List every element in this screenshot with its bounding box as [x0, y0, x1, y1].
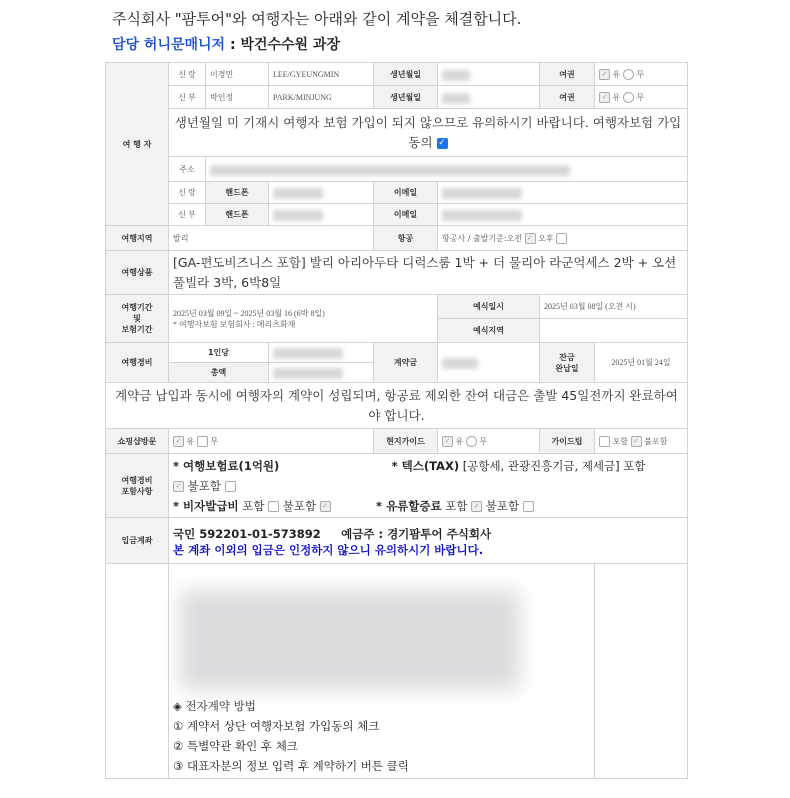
tip-label: 가이드팁 [540, 429, 595, 454]
bride-passport-no-radio[interactable] [623, 92, 634, 103]
insurance-item: * 여행보험료(1억원) [173, 458, 280, 473]
groom-english-name: LEE/GYEUNGMIN [269, 63, 374, 86]
airline-options [438, 226, 688, 251]
fuel-exclude-label: 불포함 [485, 498, 520, 513]
insurance-exclude-label: 불포함 [187, 478, 221, 493]
fuel-include-label: 포함 [445, 498, 468, 513]
bride-name: 박인정 [206, 86, 269, 109]
insurance-include-checkbox[interactable]: ✓ [173, 481, 184, 492]
groom-email-label: 이메일 [374, 182, 438, 204]
period-value [169, 295, 438, 343]
visa-item: * 비자발급비 [173, 498, 239, 513]
insurance-notice-text: 생년월일 미 기재시 여행자 보험 가입이 되지 않으므로 유의하시기 바랍니다. 여행자보험 가입 동의 [174, 114, 682, 150]
tip-exclude-label: 불포함 [644, 436, 668, 446]
guide-yes-checkbox[interactable]: ✓ [442, 436, 453, 447]
passport-no-label: 무 [636, 69, 645, 79]
payment-warning: 본 계좌 이외의 입금은 인정하지 않으니 유의하시기 바랍니다. [173, 543, 484, 557]
shopping-no-checkbox[interactable] [197, 436, 208, 447]
total-field[interactable] [269, 363, 374, 383]
groom-passport-options [595, 63, 688, 86]
period-label-1: 여행기간 [121, 303, 153, 312]
shopping-yes-checkbox[interactable]: ✓ [173, 436, 184, 447]
bride-birth-field[interactable] [438, 86, 540, 109]
am-checkbox[interactable]: ✓ [525, 233, 536, 244]
instructions-title: ◈ 전자계약 방법 [173, 699, 256, 713]
groom-birth-field[interactable] [438, 63, 540, 86]
ceremony-date-value: 2025년 03월 08일 (오전 시) [540, 295, 688, 319]
balance-label [540, 343, 595, 383]
airline-detail: 항공사 / 출발기준:오전 [442, 233, 523, 243]
total-label: 총액 [169, 363, 269, 383]
product-label: 여행상품 [106, 251, 169, 295]
groom-name: 이경민 [206, 63, 269, 86]
guide-options [438, 429, 540, 454]
included-label-1: 여행경비 [121, 475, 153, 485]
travelers-label: 여 행 자 [106, 63, 169, 226]
included-label [106, 454, 169, 518]
instructions-step-2: ② 특별약관 확인 후 체크 [173, 739, 298, 753]
bride-email-label: 이메일 [374, 204, 438, 226]
guide-yes-label: 유 [455, 436, 464, 446]
groom-birth-label: 생년월일 [374, 63, 438, 86]
fuel-exclude-checkbox[interactable] [523, 501, 534, 512]
shopping-options [169, 429, 374, 454]
bride-contact-role: 신 부 [169, 204, 206, 226]
payment-info [169, 518, 688, 564]
passport-no-label: 무 [636, 92, 645, 102]
visa-exclude-checkbox[interactable]: ✓ [320, 501, 331, 512]
groom-phone-field[interactable] [269, 182, 374, 204]
ceremony-date-label: 예식일시 [438, 295, 540, 319]
region-label: 여행지역 [106, 226, 169, 251]
tax-detail: [공항세, 관광진흥기금, 제세금] 포함 [462, 458, 646, 473]
deposit-label: 계약금 [374, 343, 438, 383]
cost-label: 여행경비 [106, 343, 169, 383]
deposit-field[interactable] [438, 343, 540, 383]
per-person-field[interactable] [269, 343, 374, 363]
manager-line [112, 34, 340, 54]
guide-no-label: 무 [479, 436, 488, 446]
contract-notice: 계약금 납입과 동시에 여행자의 계약이 성립되며, 항공료 제외한 잔여 대금은 출발 45일전까지 완료하여야 합니다. [106, 383, 688, 429]
groom-phone-label: 핸드폰 [206, 182, 269, 204]
address-label: 주소 [169, 157, 206, 182]
shopping-no-label: 무 [210, 436, 219, 446]
region-value: 발리 [169, 226, 374, 251]
account-holder: 예금주 : 경기팜투어 주식회사 [341, 527, 492, 541]
balance-label-2: 완납일 [555, 363, 579, 373]
bride-passport-options [595, 86, 688, 109]
groom-contact-role: 신 랑 [169, 182, 206, 204]
manager-name: 박건수수원 과장 [240, 37, 340, 53]
address-field[interactable] [206, 157, 688, 182]
period-label [106, 295, 169, 343]
bride-phone-label: 핸드폰 [206, 204, 269, 226]
ceremony-place-field[interactable] [540, 319, 688, 343]
bride-passport-yes-checkbox[interactable]: ✓ [599, 92, 610, 103]
groom-email-field[interactable] [438, 182, 688, 204]
groom-passport-no-radio[interactable] [623, 69, 634, 80]
contract-title: 주식회사 "팜투어"와 여행자는 아래와 같이 계약을 체결합니다. [112, 10, 522, 28]
instructions-step-3: ③ 대표자분의 정보 입력 후 계약하기 버튼 클릭 [173, 759, 409, 773]
guide-label: 현지가이드 [374, 429, 438, 454]
tip-options [595, 429, 688, 454]
passport-yes-label: 유 [612, 92, 621, 102]
manager-separator: : [225, 37, 241, 53]
tip-include-label: 포함 [612, 436, 629, 446]
insurance-exclude-checkbox[interactable] [225, 481, 236, 492]
balance-date: 2025년 01월 24일 [595, 343, 688, 383]
bride-birth-label: 생년월일 [374, 86, 438, 109]
insurance-notice [169, 109, 688, 157]
airline-label: 항공 [374, 226, 438, 251]
per-person-label: 1인당 [169, 343, 269, 363]
tax-item: * 텍스(TAX) [391, 458, 460, 473]
tip-include-checkbox[interactable] [599, 436, 610, 447]
groom-passport-label: 여권 [540, 63, 595, 86]
tip-exclude-checkbox[interactable]: ✓ [631, 436, 642, 447]
redacted-content [180, 590, 520, 690]
payment-label: 입금계좌 [106, 518, 169, 564]
instructions-right-cell [595, 564, 688, 779]
ceremony-place-label: 예식지역 [438, 319, 540, 343]
shopping-yes-label: 유 [186, 436, 195, 446]
period-dates: 2025년 03월 09일 ~ 2025년 03월 16 (6박 8일) [173, 308, 325, 318]
product-value: [GA-편도비즈니스 포함] 발리 아리아두타 디럭스룸 1박 + 더 물리아 라군억세스 2박 + 오션풀빌라 3박, 6박8일 [169, 251, 688, 295]
visa-include-checkbox[interactable] [268, 501, 279, 512]
bride-passport-label: 여권 [540, 86, 595, 109]
period-label-3: 보험기간 [121, 325, 153, 334]
passport-yes-label: 유 [612, 69, 621, 79]
period-label-2: 및 [133, 314, 141, 323]
shopping-label: 쇼핑샵방문 [106, 429, 169, 454]
bride-role: 신 부 [169, 86, 206, 109]
fuel-item: * 유류할증료 [376, 498, 442, 513]
groom-role: 신 랑 [169, 63, 206, 86]
fuel-include-checkbox[interactable]: ✓ [471, 501, 482, 512]
visa-exclude-label: 불포함 [282, 498, 317, 513]
instructions-step-1: ① 계약서 상단 여행자보험 가입동의 체크 [173, 719, 380, 733]
included-items [169, 454, 688, 518]
pm-checkbox[interactable] [556, 233, 567, 244]
visa-include-label: 포함 [242, 498, 265, 513]
instructions-side-cell [106, 564, 169, 779]
bride-email-field[interactable] [438, 204, 688, 226]
balance-label-1: 잔금 [559, 352, 575, 362]
groom-passport-yes-checkbox[interactable]: ✓ [599, 69, 610, 80]
included-label-2: 포함사항 [121, 486, 153, 496]
bride-english-name: PARK/MINJUNG [269, 86, 374, 109]
guide-no-radio[interactable] [466, 436, 477, 447]
insurance-consent-checkbox[interactable]: ✓ [438, 137, 446, 148]
bride-phone-field[interactable] [269, 204, 374, 226]
pm-label: 오후 [538, 233, 554, 243]
account-number: 국민 592201-01-573892 [173, 527, 321, 541]
manager-label: 담당 허니문매니저 [112, 37, 226, 53]
period-insurer: * 여행자보험 보험회사 : 메리츠화재 [173, 319, 296, 329]
